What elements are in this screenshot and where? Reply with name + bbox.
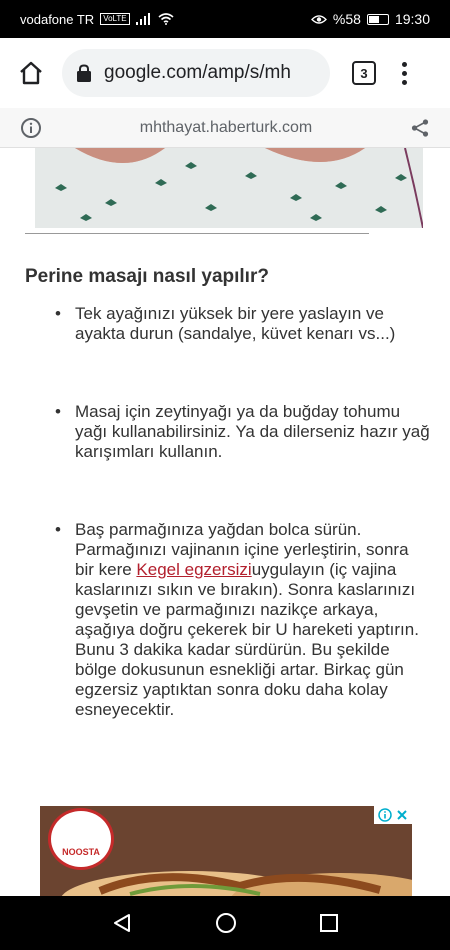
address-bar[interactable] [62, 49, 330, 97]
signal-icon [136, 13, 152, 25]
amp-header [0, 108, 450, 148]
volte-badge: VoLTE [100, 13, 129, 25]
kegel-link[interactable]: Kegel egzersizi [136, 560, 252, 579]
list-item-text: Baş parmağınıza yağdan bolca sürün. Parmağınızı vajinanın içine yerleştirin, sonra bir kere [75, 520, 409, 579]
image-divider [25, 233, 369, 234]
wifi-icon [158, 13, 174, 25]
back-icon[interactable] [111, 912, 133, 934]
list-item: • Masaj için zeytinyağı ya da buğday tohumu yağı kullanabilirsiniz. Ya da dilerseniz hazır yağ karışımları kullanın. [55, 402, 430, 462]
battery-percent: %58 [332, 11, 361, 27]
instruction-list [55, 304, 430, 720]
navigation-bar [0, 896, 450, 950]
list-item-text: uygulayın (iç vajina kaslarınızı sıkın ve bırakın). Sonra kaslarınızı gevşetin ve parmağınızı nazikçe arkaya, aşağıya doğru çekerek bir U hareketi yaptırın. Bunu 3 dakika kadar sürdürün. Bu şekilde bölge dokusunun esnekliği artar. Birkaç gün egzersiz yaptıktan sonra doku daha kolay esneyecektir. [75, 560, 419, 719]
share-icon[interactable] [410, 118, 430, 138]
list-item: • Tek ayağınızı yüksek bir yere yaslayın ve ayakta durun (sandalye, küvet kenarı vs...) [55, 304, 430, 344]
list-item [55, 520, 430, 720]
article-image [35, 148, 423, 228]
home-button[interactable] [14, 56, 48, 90]
browser-toolbar [0, 38, 450, 108]
ad-choices[interactable] [374, 806, 412, 824]
article-heading: Perine masajı nasıl yapılır? [25, 266, 269, 287]
lock-icon [76, 64, 92, 82]
tab-switcher-button[interactable]: 3 [352, 61, 376, 85]
status-bar [0, 0, 450, 38]
ad-info-icon[interactable] [378, 808, 392, 822]
battery-level [369, 16, 379, 23]
clock: 19:30 [394, 11, 430, 27]
battery-icon [367, 14, 389, 25]
amp-site-title: mhthayat.haberturk.com [139, 118, 313, 136]
overflow-menu-icon[interactable] [402, 62, 407, 85]
noosta-logo: NOOSTA [48, 808, 114, 870]
recents-icon[interactable] [319, 913, 339, 933]
carrier-label: vodafone TR [20, 11, 95, 27]
ad-close-icon[interactable] [396, 809, 408, 821]
home-icon [18, 60, 44, 86]
url-text: google.com/amp/s/mh [104, 62, 291, 83]
eye-comfort-icon [311, 14, 327, 25]
ad-banner[interactable] [40, 806, 412, 896]
home-circle-icon[interactable] [215, 912, 237, 934]
info-icon[interactable] [20, 117, 42, 139]
